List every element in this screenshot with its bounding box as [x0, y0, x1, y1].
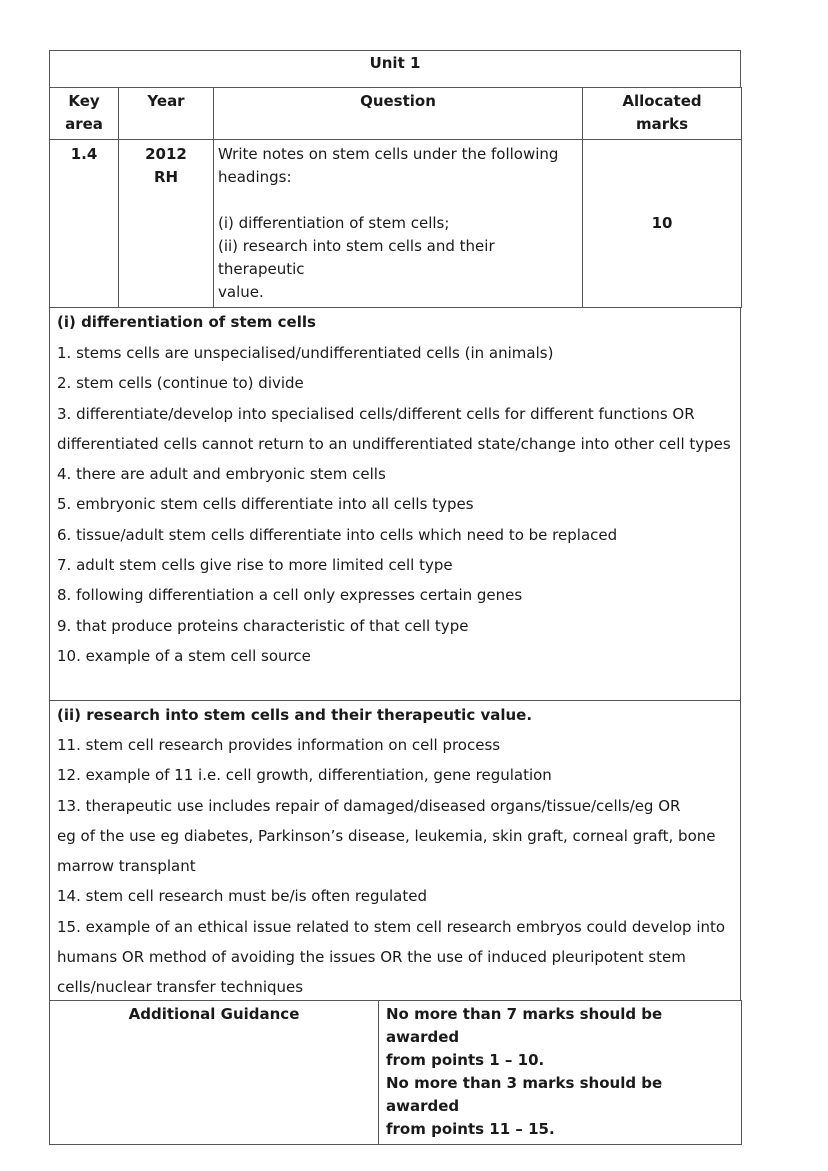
key-area-value: 1.4: [50, 140, 119, 308]
marking-point: 11. stem cell research provides information on cell process: [57, 736, 501, 754]
marking-point: cells/nuclear transfer techniques: [57, 978, 304, 997]
section-heading: (i) differentiation of stem cells: [57, 313, 316, 331]
marking-point: differentiated cells cannot return to an undifferentiated state/change into other cell types: [57, 434, 731, 453]
marking-point: eg of the use eg diabetes, Parkinson’s disease, leukemia, skin graft, corneal graft, bone: [57, 826, 716, 845]
year-value: 2012 RH: [119, 140, 214, 308]
marking-point: 1. stems cells are unspecialised/undifferentiated cells (in animals): [57, 344, 554, 362]
marking-point: 8. following differentiation a cell only expresses certain genes: [57, 586, 523, 605]
guidance-text: No more than 7 marks should be awarded from points 1 – 10. No more than 3 marks should be awarded from points 11 – 15.: [379, 1001, 742, 1145]
question-table: [49, 87, 742, 308]
marking-point: 14. stem cell research must be/is often regulated: [57, 887, 427, 906]
header-row: [50, 88, 742, 140]
marking-point: 13. therapeutic use includes repair of damaged/diseased organs/tissue/cells/eg OR: [57, 796, 681, 815]
marking-point: 12. example of 11 i.e. cell growth, differentiation, gene regulation: [57, 766, 552, 785]
marking-point: 7. adult stem cells give rise to more limited cell type: [57, 556, 453, 575]
allocated-marks-header: Allocated marks: [583, 88, 742, 140]
unit-title: Unit 1: [49, 50, 741, 88]
guidance-label: Additional Guidance: [50, 1001, 379, 1145]
marking-point: marrow transplant: [57, 857, 196, 876]
question-header: Question: [214, 88, 583, 140]
marking-point: 10. example of a stem cell source: [57, 646, 311, 665]
marking-point: 9. that produce proteins characteristic of that cell type: [57, 616, 469, 635]
section-differentiation: [49, 307, 741, 701]
marking-point: 3. differentiate/develop into specialised cells/different cells for different functions OR: [57, 404, 695, 423]
marking-point: 6. tissue/adult stem cells differentiate into cells which need to be replaced: [57, 525, 618, 544]
section-heading: (ii) research into stem cells and their therapeutic value.: [57, 706, 533, 724]
marking-point: 4. there are adult and embryonic stem cells: [57, 465, 386, 484]
year-header: Year: [119, 88, 214, 140]
marking-scheme: [49, 50, 741, 1145]
marking-point: humans OR method of avoiding the issues OR the use of induced pleuripotent stem: [57, 948, 686, 967]
allocated-marks-value: 10: [583, 140, 742, 308]
marking-point: 5. embryonic stem cells differentiate into all cells types: [57, 495, 474, 514]
additional-guidance-table: [49, 1000, 742, 1145]
guidance-row: [50, 1001, 742, 1145]
question-row: [50, 140, 742, 308]
marking-point: 2. stem cells (continue to) divide: [57, 374, 304, 393]
section-research: [49, 700, 741, 1001]
marking-point: 15. example of an ethical issue related to stem cell research embryos could develop into: [57, 917, 726, 936]
key-area-header: Key area: [50, 88, 119, 140]
question-text: Write notes on stem cells under the following headings: (i) differentiation of stem cells; (ii) research into stem cells and their therapeutic value.: [214, 140, 583, 308]
